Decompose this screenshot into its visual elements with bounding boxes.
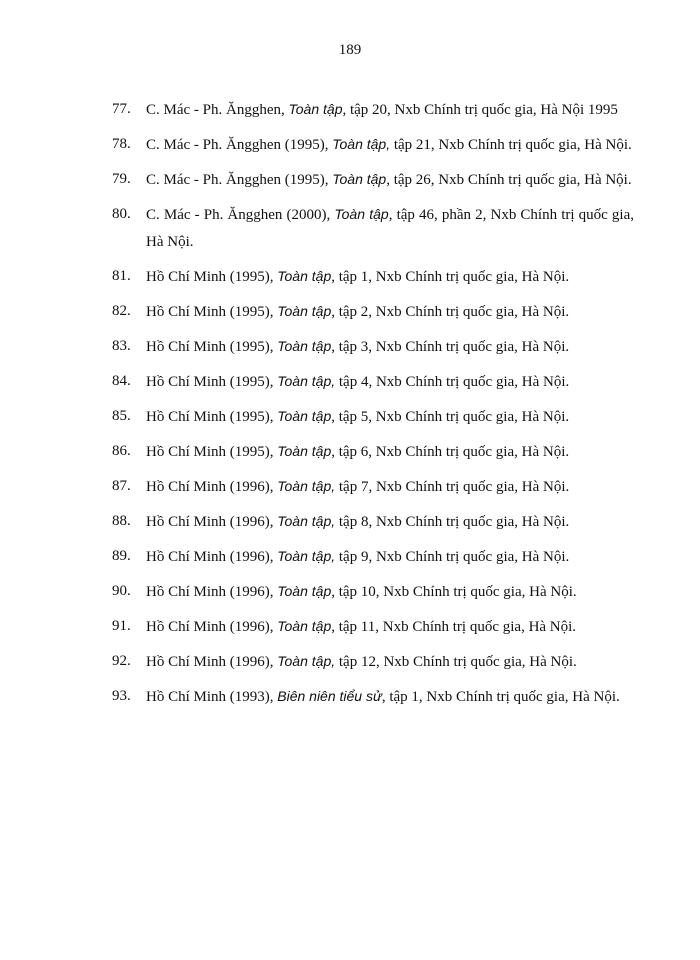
reference-number: 91. bbox=[112, 618, 131, 634]
reference-publication: , tập 6, Nxb Chính trị quốc gia, Hà Nội. bbox=[331, 444, 570, 460]
reference-number: 93. bbox=[112, 688, 131, 704]
reference-author-year: Hồ Chí Minh (1995), bbox=[146, 269, 278, 285]
reference-item bbox=[112, 508, 634, 536]
reference-author-year: Hồ Chí Minh (1995), bbox=[146, 409, 278, 425]
reference-author-year: C. Mác - Ph. Ăngghen (2000), bbox=[146, 207, 335, 223]
reference-item bbox=[112, 333, 634, 361]
reference-number: 86. bbox=[112, 443, 131, 459]
reference-publication: , tập 10, Nxb Chính trị quốc gia, Hà Nội. bbox=[331, 584, 577, 600]
reference-number: 79. bbox=[112, 171, 131, 187]
reference-title: Toàn tập bbox=[334, 206, 389, 222]
reference-title: Toàn tập bbox=[277, 443, 332, 459]
reference-publication: tập 4, Nxb Chính trị quốc gia, Hà Nội. bbox=[335, 374, 570, 390]
reference-number: 88. bbox=[112, 513, 131, 529]
reference-title: Toàn tập bbox=[277, 408, 332, 424]
reference-title: Toàn tập bbox=[277, 303, 332, 319]
reference-author-year: Hồ Chí Minh (1996), bbox=[146, 654, 278, 670]
reference-item bbox=[112, 613, 634, 641]
reference-author-year: C. Mác - Ph. Ăngghen (1995), bbox=[146, 172, 333, 188]
reference-title: Toàn tập bbox=[277, 268, 332, 284]
reference-item bbox=[112, 263, 634, 291]
reference-title: Toàn tập bbox=[277, 583, 332, 599]
reference-publication: , tập 11, Nxb Chính trị quốc gia, Hà Nội. bbox=[331, 619, 577, 635]
reference-author-year: Hồ Chí Minh (1995), bbox=[146, 339, 278, 355]
reference-title: Toàn tập, bbox=[277, 653, 336, 669]
reference-item bbox=[112, 96, 634, 124]
reference-title: Toàn tập bbox=[277, 338, 332, 354]
reference-publication: tập 9, Nxb Chính trị quốc gia, Hà Nội. bbox=[335, 549, 570, 565]
reference-item bbox=[112, 543, 634, 571]
reference-item bbox=[112, 298, 634, 326]
reference-title: Toàn tập, bbox=[277, 373, 336, 389]
page-number: 189 bbox=[338, 42, 362, 58]
reference-item bbox=[112, 131, 634, 159]
reference-title: Toàn tập, bbox=[277, 513, 336, 529]
reference-number: 77. bbox=[112, 101, 131, 117]
reference-publication: , tập 3, Nxb Chính trị quốc gia, Hà Nội. bbox=[331, 339, 570, 355]
reference-author-year: Hồ Chí Minh (1995), bbox=[146, 444, 278, 460]
reference-author-year: Hồ Chí Minh (1995), bbox=[146, 304, 278, 320]
reference-author-year: Hồ Chí Minh (1996), bbox=[146, 514, 278, 530]
reference-title: Toàn tập, bbox=[277, 478, 336, 494]
reference-publication: , tập 46, phần 2, Nxb Chính trị quốc gia, Hà Nội. bbox=[146, 207, 634, 250]
reference-title: Toàn tập, bbox=[332, 136, 391, 152]
reference-publication: tập 21, Nxb Chính trị quốc gia, Hà Nội. bbox=[390, 137, 632, 153]
reference-number: 80. bbox=[112, 206, 131, 222]
reference-title: Biên niên tiểu sử bbox=[277, 688, 382, 704]
reference-author-year: Hồ Chí Minh (1996), bbox=[146, 549, 278, 565]
reference-author-year: C. Mác - Ph. Ăngghen, bbox=[146, 102, 289, 118]
reference-item bbox=[112, 201, 634, 256]
reference-number: 85. bbox=[112, 408, 131, 424]
reference-title: Toàn tập, bbox=[277, 548, 336, 564]
reference-author-year: Hồ Chí Minh (1996), bbox=[146, 479, 278, 495]
reference-list bbox=[112, 96, 634, 718]
reference-item bbox=[112, 578, 634, 606]
reference-number: 81. bbox=[112, 268, 131, 284]
reference-author-year: Hồ Chí Minh (1995), bbox=[146, 374, 278, 390]
reference-author-year: Hồ Chí Minh (1993), bbox=[146, 689, 278, 705]
reference-number: 90. bbox=[112, 583, 131, 599]
reference-publication: tập 8, Nxb Chính trị quốc gia, Hà Nội. bbox=[335, 514, 570, 530]
reference-publication: , tập 20, Nxb Chính trị quốc gia, Hà Nội 1995 bbox=[342, 102, 618, 118]
reference-number: 84. bbox=[112, 373, 131, 389]
reference-author-year: Hồ Chí Minh (1996), bbox=[146, 584, 278, 600]
reference-title: Toàn tập bbox=[277, 618, 332, 634]
reference-item bbox=[112, 473, 634, 501]
reference-author-year: Hồ Chí Minh (1996), bbox=[146, 619, 278, 635]
reference-author-year: C. Mác - Ph. Ăngghen (1995), bbox=[146, 137, 333, 153]
reference-number: 83. bbox=[112, 338, 131, 354]
reference-number: 78. bbox=[112, 136, 131, 152]
reference-item bbox=[112, 403, 634, 431]
reference-publication: , tập 1, Nxb Chính trị quốc gia, Hà Nội. bbox=[331, 269, 570, 285]
reference-item bbox=[112, 166, 634, 194]
reference-item bbox=[112, 368, 634, 396]
reference-title: Toàn tập bbox=[332, 171, 387, 187]
reference-publication: , tập 5, Nxb Chính trị quốc gia, Hà Nội. bbox=[331, 409, 570, 425]
reference-publication: tập 12, Nxb Chính trị quốc gia, Hà Nội. bbox=[335, 654, 577, 670]
reference-item bbox=[112, 438, 634, 466]
reference-item bbox=[112, 683, 634, 711]
reference-publication: tập 7, Nxb Chính trị quốc gia, Hà Nội. bbox=[335, 479, 570, 495]
reference-title: Toàn tập bbox=[288, 101, 343, 117]
reference-number: 82. bbox=[112, 303, 131, 319]
reference-number: 87. bbox=[112, 478, 131, 494]
reference-item bbox=[112, 648, 634, 676]
reference-number: 92. bbox=[112, 653, 131, 669]
reference-publication: , tập 2, Nxb Chính trị quốc gia, Hà Nội. bbox=[331, 304, 570, 320]
reference-number: 89. bbox=[112, 548, 131, 564]
reference-publication: , tập 1, Nxb Chính trị quốc gia, Hà Nội. bbox=[381, 689, 620, 705]
reference-publication: , tập 26, Nxb Chính trị quốc gia, Hà Nội. bbox=[386, 172, 632, 188]
